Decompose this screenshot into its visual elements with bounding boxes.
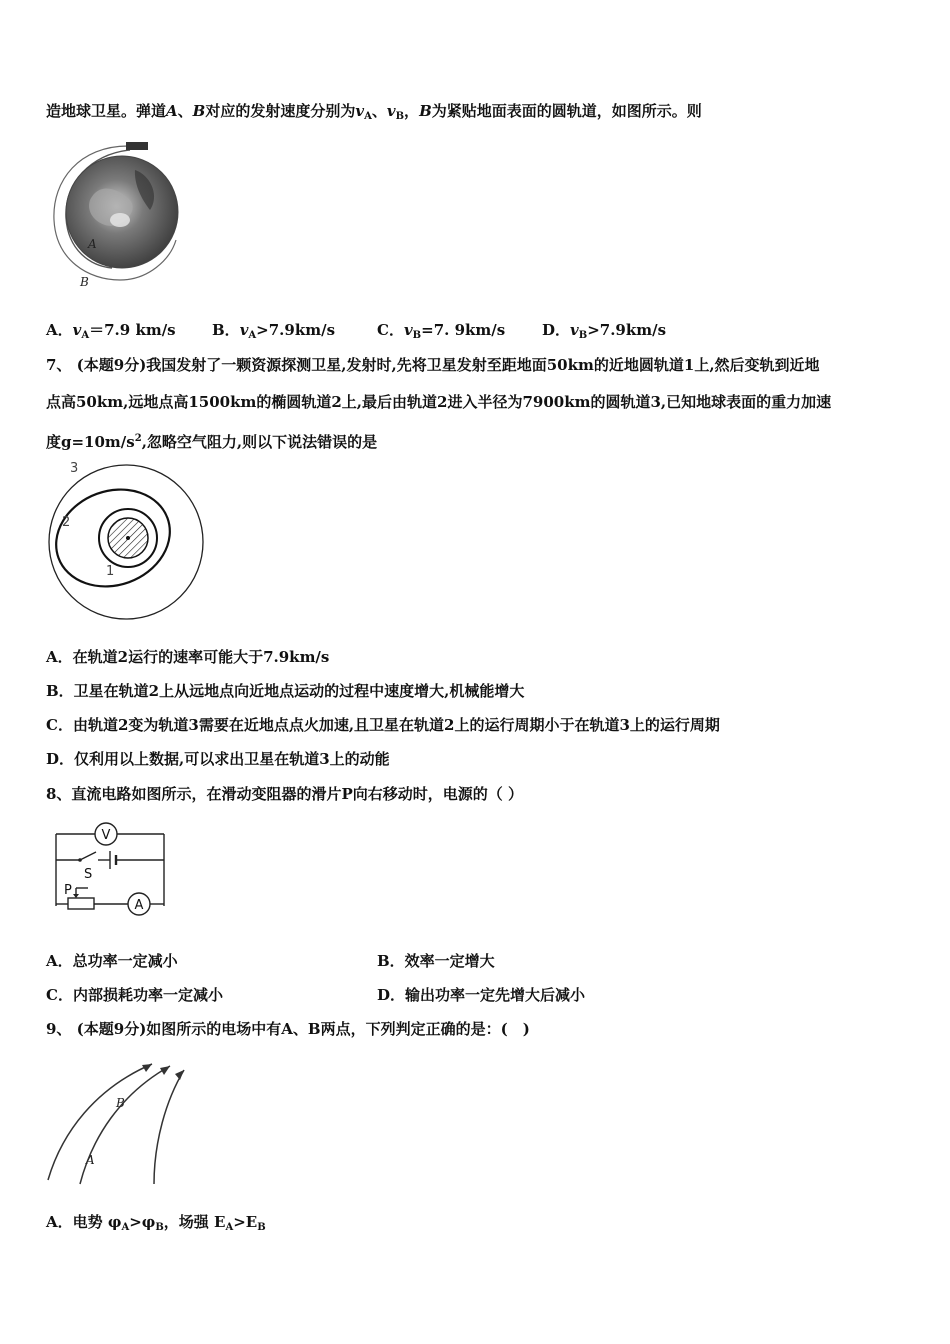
q8-option-c[interactable]: C．内部损耗功率一定减小 <box>46 986 223 1004</box>
q7-option-a[interactable]: A．在轨道2运行的速率可能大于7.9km/s <box>46 648 330 666</box>
rheostat <box>68 898 94 909</box>
orbit-label-2: 2 <box>62 515 71 530</box>
q7-stem-line1: 7、 (本题9分)我国发射了一颗资源探测卫星,发射时,先将卫星发射至距地面50km的近地圆轨道1上,然后变轨到近地 <box>46 356 820 374</box>
q7-option-c[interactable]: C．由轨道2变为轨道3需要在近地点点火加速,且卫星在轨道2上的运行周期小于在轨道3上的运行周期 <box>46 716 720 734</box>
label-a: A <box>88 237 97 251</box>
q6-option-a[interactable]: A．$v_A=7.9$ km/s <box>46 321 176 341</box>
ammeter-label: A <box>134 898 144 913</box>
q8-option-a[interactable]: A．总功率一定减小 <box>46 952 178 970</box>
switch <box>80 852 96 860</box>
earth-center <box>126 536 130 540</box>
point-b-label: B <box>116 1096 125 1110</box>
q8-option-b[interactable]: B．效率一定增大 <box>377 952 495 970</box>
q6-option-b[interactable]: B．$v_A>7.9km/s$ <box>212 321 336 341</box>
orbit-label-1: 1 <box>106 564 115 579</box>
q7-option-b[interactable]: B．卫星在轨道2上从远地点向近地点运动的过程中速度增大,机械能增大 <box>46 682 525 700</box>
q7-option-d[interactable]: D．仅利用以上数据,可以求出卫星在轨道3上的动能 <box>46 750 390 768</box>
switch-label: S <box>84 867 93 882</box>
q7-stem-line2: 点高50km,远地点高1500km的椭圆轨道2上,最后由轨道2进入半径为7900km的圆轨道3,已知地球表面的重力加速 <box>46 393 832 411</box>
q8-option-d[interactable]: D．输出功率一定先增大后减小 <box>377 986 586 1004</box>
arrow-2 <box>160 1066 170 1075</box>
voltmeter-label: V <box>101 828 111 843</box>
q9-field-figure <box>44 1052 194 1192</box>
q9-option-a[interactable]: A．电势 $\varphi_A>\varphi_B$，场强 $E_A>E_B$ <box>46 1213 266 1233</box>
q7-orbit-figure <box>46 458 211 623</box>
q7-stem-line3: 度$g=10m/s^2$,忽略空气阻力,则以下说法错误的是 <box>46 433 378 451</box>
q8-circuit-figure <box>48 818 173 918</box>
field-line-1 <box>48 1064 152 1180</box>
q6-option-d[interactable]: D．$v_B>7.9km/s$ <box>542 321 667 341</box>
q6-stem: 造地球卫星。弹道A、B对应的发射速度分别为$v_A$、$v_B$，B为紧贴地面表面的圆轨道，如图所示。则 <box>46 102 702 122</box>
q9-stem: 9、 (本题9分)如图所示的电场中有A、B两点，下列判定正确的是：( ) <box>46 1020 530 1038</box>
q8-stem: 8、直流电路如图所示，在滑动变阻器的滑片P向右移动时，电源的（ ） <box>46 785 523 803</box>
slider-label: P <box>64 883 72 898</box>
point-a-label: A <box>86 1153 95 1167</box>
q6-earth-figure <box>50 140 185 290</box>
arrow-3 <box>175 1070 184 1080</box>
orbit-label-3: 3 <box>70 461 79 476</box>
field-line-3 <box>154 1070 184 1184</box>
label-b: B <box>80 275 89 289</box>
q6-option-c[interactable]: C．$v_B=7$. 9km/s <box>377 321 506 341</box>
earth-ice <box>110 213 130 227</box>
launch-pad <box>126 142 148 150</box>
